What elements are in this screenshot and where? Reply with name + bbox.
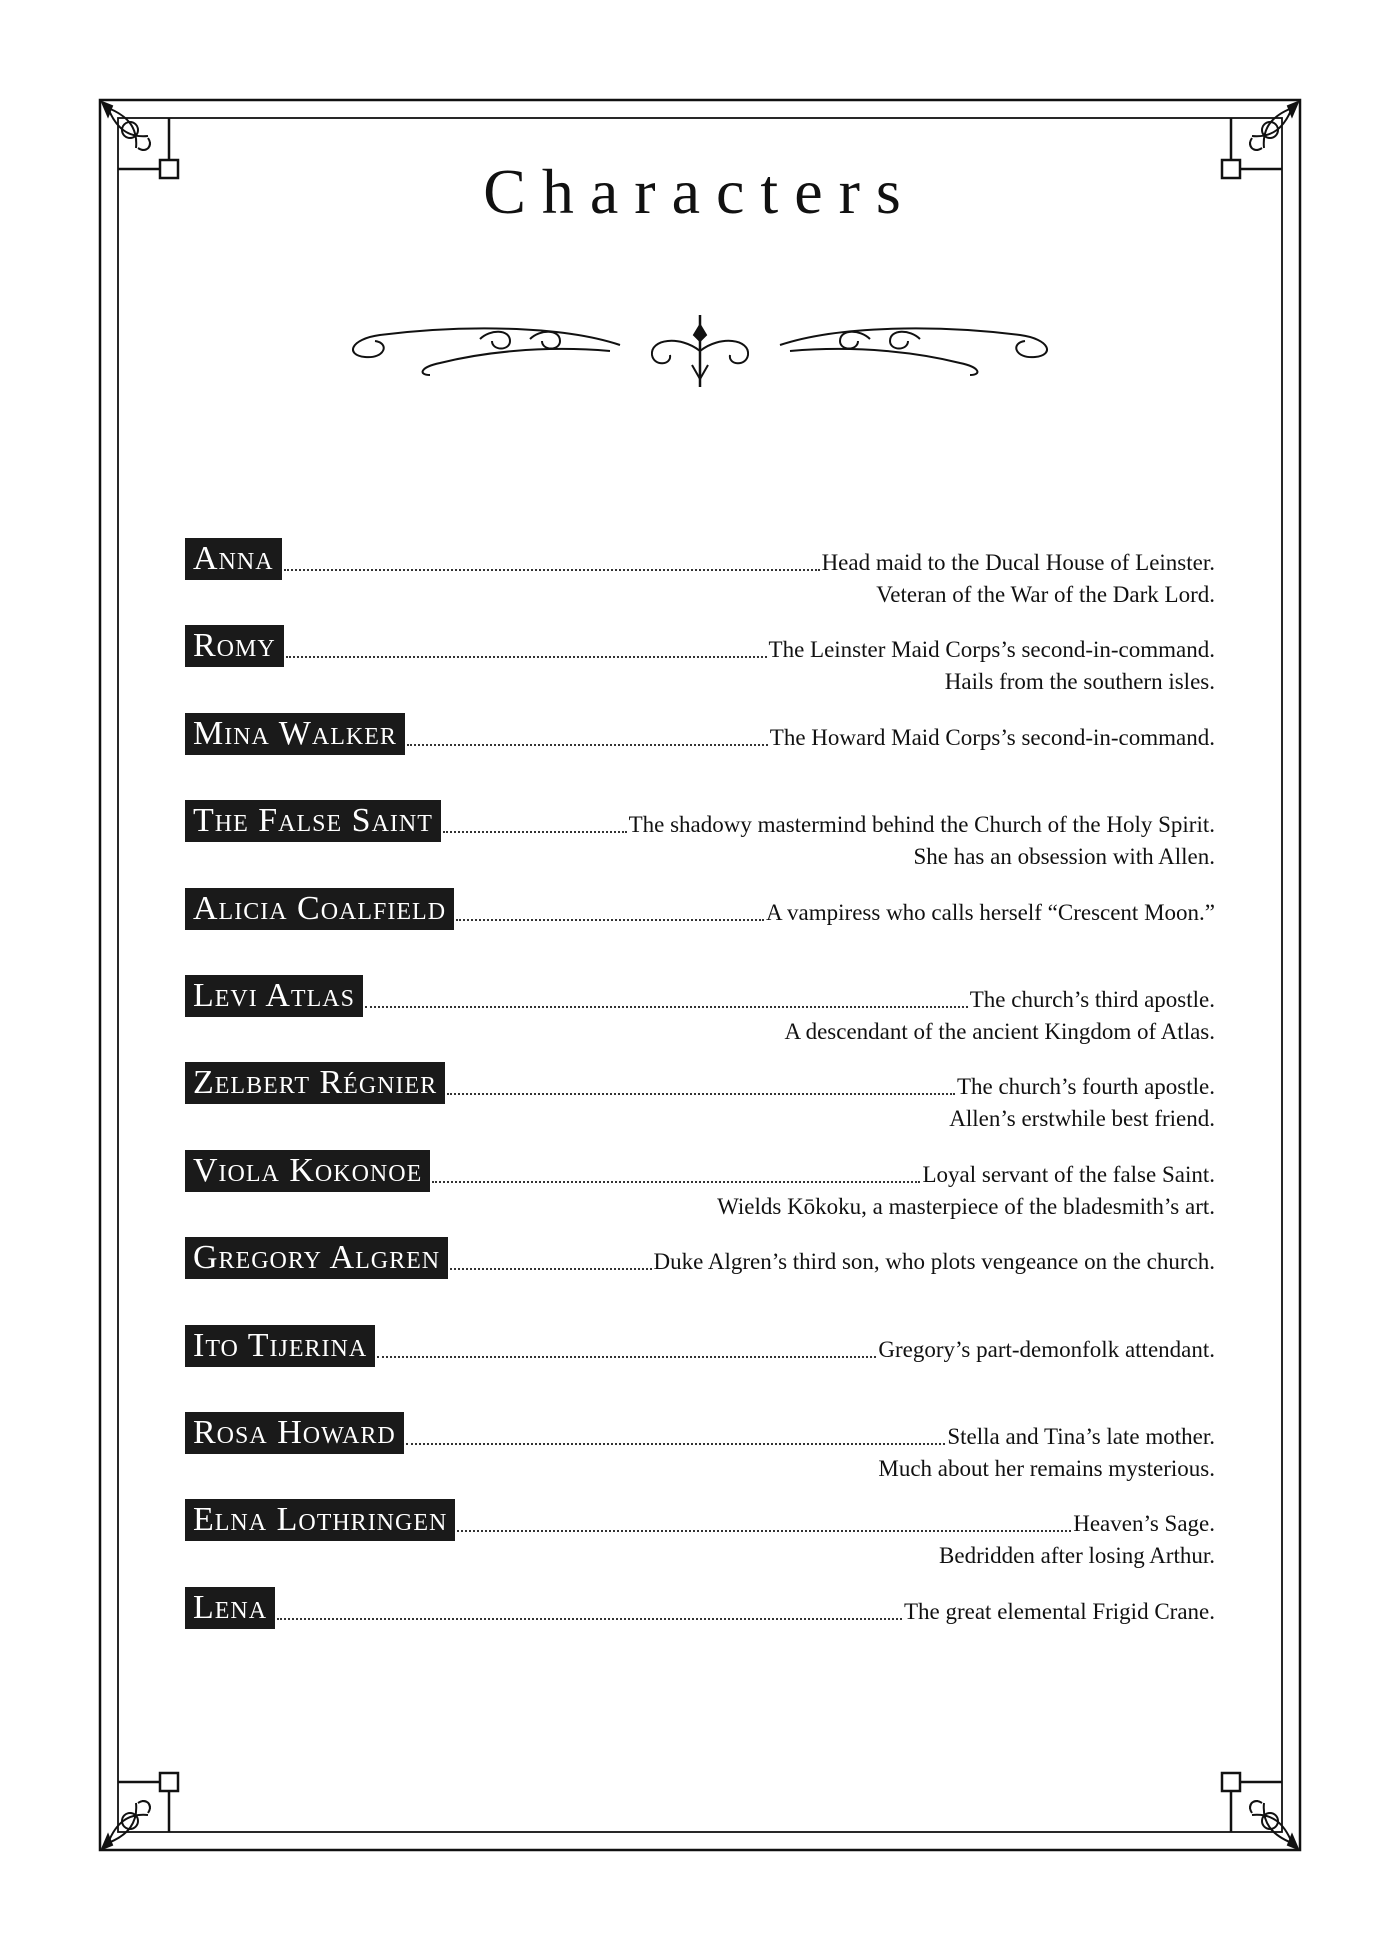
character-description-line-1: The church’s fourth apostle. — [956, 1074, 1215, 1100]
character-entry — [185, 625, 1215, 712]
character-description-line-1: The Leinster Maid Corps’s second-in-command. — [768, 637, 1215, 663]
dotted-leader — [406, 1442, 946, 1445]
character-name: Zelbert Régnier — [185, 1062, 445, 1104]
character-name: Rosa Howard — [185, 1412, 404, 1454]
character-list — [185, 538, 1215, 1674]
dotted-leader — [456, 918, 764, 921]
character-name: Ito Tijerina — [185, 1325, 375, 1367]
dotted-leader — [450, 1267, 651, 1270]
character-description-line-1: The church’s third apostle. — [969, 986, 1215, 1012]
character-entry-line — [185, 1412, 1215, 1454]
character-name: Anna — [185, 538, 282, 580]
dotted-leader — [377, 1355, 876, 1358]
character-entry-line — [185, 1062, 1215, 1104]
character-description-line-1: A vampiress who calls herself “Crescent Moon.” — [765, 899, 1215, 925]
character-entry-line — [185, 1325, 1215, 1367]
character-name: Gregory Algren — [185, 1237, 448, 1279]
character-entry — [185, 1325, 1215, 1412]
character-description-line-1: The shadowy mastermind behind the Church of the Holy Spirit. — [628, 812, 1215, 838]
dotted-leader — [443, 830, 627, 833]
character-description-line-2: A descendant of the ancient Kingdom of Atlas. — [784, 1018, 1215, 1044]
character-entry-line — [185, 538, 1215, 580]
character-entry-line — [185, 800, 1215, 842]
character-entry — [185, 800, 1215, 887]
character-entry-line — [185, 975, 1215, 1017]
dotted-leader — [286, 655, 767, 658]
character-entry — [185, 713, 1215, 800]
character-entry-line — [185, 625, 1215, 667]
character-entry — [185, 975, 1215, 1062]
character-name: Mina Walker — [185, 713, 405, 755]
character-name: Levi Atlas — [185, 975, 363, 1017]
character-entry-line — [185, 1499, 1215, 1541]
character-description-line-2: Much about her remains mysterious. — [878, 1455, 1215, 1481]
dotted-leader — [365, 1005, 968, 1008]
character-entry — [185, 1237, 1215, 1324]
dotted-leader — [447, 1092, 955, 1095]
character-name: Romy — [185, 625, 284, 667]
character-entry — [185, 1062, 1215, 1149]
character-description-line-1: Loyal servant of the false Saint. — [922, 1161, 1215, 1187]
character-entry — [185, 538, 1215, 625]
character-name: The False Saint — [185, 800, 441, 842]
dotted-leader — [277, 1617, 902, 1620]
page-title: Characters — [483, 156, 917, 227]
character-entry — [185, 1150, 1215, 1237]
character-description-line-1: The Howard Maid Corps’s second-in-command. — [769, 724, 1215, 750]
character-entry-line — [185, 1150, 1215, 1192]
character-name: Lena — [185, 1587, 275, 1629]
character-entry — [185, 1412, 1215, 1499]
character-name: Viola Kokonoe — [185, 1150, 430, 1192]
dotted-leader — [407, 743, 768, 746]
character-description-line-2: She has an obsession with Allen. — [913, 844, 1215, 870]
character-description-line-1: Heaven’s Sage. — [1073, 1511, 1215, 1537]
character-name: Elna Lothringen — [185, 1499, 455, 1541]
character-name: Alicia Coalfield — [185, 888, 454, 930]
character-description-line-2: Bedridden after losing Arthur. — [939, 1543, 1215, 1569]
character-description-line-1: Duke Algren’s third son, who plots vengeance on the church. — [653, 1249, 1215, 1275]
character-description-line-1: Head maid to the Ducal House of Leinster. — [821, 550, 1215, 575]
character-description-line-1: Gregory’s part-demonfolk attendant. — [878, 1336, 1215, 1362]
character-entry-line — [185, 888, 1215, 930]
character-description-line-2: Allen’s erstwhile best friend. — [949, 1106, 1215, 1132]
flourish-divider-icon — [340, 305, 1060, 395]
character-entry — [185, 1499, 1215, 1586]
character-description-line-1: The great elemental Frigid Crane. — [903, 1598, 1215, 1624]
character-description-line-2: Hails from the southern isles. — [944, 669, 1215, 695]
character-description-line-1: Stella and Tina’s late mother. — [947, 1423, 1215, 1449]
character-entry — [185, 1587, 1215, 1674]
character-entry-line — [185, 1587, 1215, 1629]
character-entry-line — [185, 713, 1215, 755]
character-description-line-2: Wields Kōkoku, a masterpiece of the bladesmith’s art. — [717, 1193, 1215, 1219]
dotted-leader — [457, 1529, 1071, 1532]
character-entry — [185, 888, 1215, 975]
character-entry-line — [185, 1237, 1215, 1279]
dotted-leader — [432, 1180, 920, 1183]
dotted-leader — [284, 568, 820, 571]
character-description-line-2: Veteran of the War of the Dark Lord. — [876, 582, 1215, 607]
